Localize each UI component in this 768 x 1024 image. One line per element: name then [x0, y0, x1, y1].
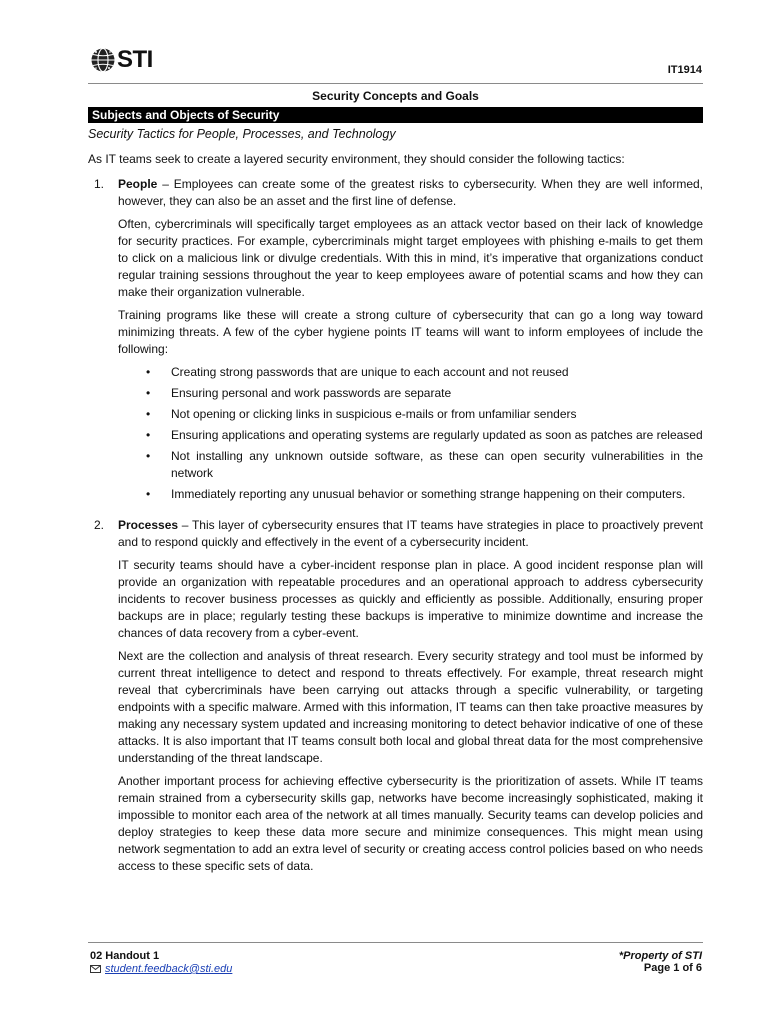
paragraph: Training programs like these will create a strong culture of cybersecurity that can go a long way toward minimizing threats. A few of the cyber hygiene points IT teams will want to inform employees of include the following: — [118, 308, 703, 356]
envelope-icon — [90, 965, 101, 973]
intro-paragraph: As IT teams seek to create a layered security environment, they should consider the following tactics: — [88, 152, 625, 166]
footer-divider — [88, 942, 703, 943]
property-label: *Property of STI — [618, 950, 702, 962]
item-number: 2. — [94, 518, 105, 532]
section-heading: Subjects and Objects of Security — [88, 107, 703, 123]
handout-label: 02 Handout 1 — [90, 950, 160, 962]
bullet-item: • Not installing any unknown outside software, as these can open security vulnerabilities in the network — [146, 449, 703, 480]
item-label: People — [118, 177, 158, 191]
bullet-item: • Creating strong passwords that are unique to each account and not reused — [146, 365, 569, 379]
page-title: Security Concepts and Goals — [312, 89, 479, 103]
bullet-item: • Ensuring personal and work passwords are separate — [146, 386, 452, 400]
paragraph: Next are the collection and analysis of threat research. Every security strategy and tool must be informed by current threat intelligence to detect and respond to threats effectively. For example, threat research might reveal that cybercriminals have been carrying out attacks through a specific vulnerability, or targeting endpoints with a specific malware. Armed with this information, IT teams can then take proactive measures by making any necessary system updated and increasing monitoring to detect behavior indicative of one of these attacks. It is also important that IT teams consult both local and global threat data for the most comprehensive understanding of the threat landscape. — [118, 649, 703, 765]
bullet-item: • Not opening or clicking links in suspicious e-mails or from unfamiliar senders — [146, 407, 577, 421]
item-lead: – Employees can create some of the greatest risks to cybersecurity. When they are well informed, however, they can also be an asset and the first line of defense. — [118, 177, 703, 208]
document-body — [88, 151, 703, 875]
subheading: Security Tactics for People, Processes, and Technology — [88, 127, 396, 141]
paragraph: Often, cybercriminals will specifically target employees as an attack vector based on their lack of knowledge for security practices. For example, cybercriminals might target employees with phishing e-mails to get them to click on a malicious link or divulge credentials. With this in mind, it’s imperative that organizations conduct regular training sessions throughout the year to keep employees aware of potential scams and how they can make their organization vulnerable. — [118, 217, 703, 299]
item-lead: – This layer of cybersecurity ensures that IT teams have strategies in place to proactively prevent and to respond quickly and effectively in the event of a cybersecurity incident. — [118, 518, 703, 549]
globe-icon — [90, 47, 116, 73]
header-divider — [88, 83, 703, 84]
document-code: IT1914 — [667, 64, 702, 76]
paragraph: IT security teams should have a cyber-incident response plan in place. A good incident response plan will provide an organization with repeatable procedures and an operational approach to address cybersecurity incidents to recover business processes as quickly and efficiently as possible. Additionally, ensuring proper backups are in place; regularly testing these backups is imperative to minimize downtime and increase the chances of data recovery from a cyber-event. — [118, 558, 703, 640]
list-item-people — [88, 176, 703, 507]
page-number: Page 1 of 6 — [643, 962, 702, 974]
paragraph: Another important process for achieving effective cybersecurity is the prioritization of assets. While IT teams remain strained from a cybersecurity skills gap, networks have become increasingly sophisticated, making it impossible to monitor each area of the network at all times manually. Security teams can develop policies and deploy strategies to keep these data more secure and minimize consequences. This might mean using network segmentation to add an extra level of security or creating access control policies based on who needs access to these specific sets of data. — [118, 774, 703, 873]
email-link[interactable]: student.feedback@sti.edu — [105, 963, 233, 975]
item-label: Processes — [118, 518, 179, 532]
sti-logo — [90, 47, 153, 73]
list-item-processes — [88, 517, 703, 875]
bullet-item: • Immediately reporting any unusual behavior or something strange happening on their computers. — [146, 487, 686, 501]
bullet-list — [118, 364, 703, 503]
footer-right — [560, 950, 702, 974]
footer-left — [90, 950, 232, 975]
item-number: 1. — [94, 177, 105, 191]
bullet-item: • Ensuring applications and operating systems are regularly updated as soon as patches are released — [146, 428, 703, 442]
logo-text: STI — [117, 46, 153, 73]
